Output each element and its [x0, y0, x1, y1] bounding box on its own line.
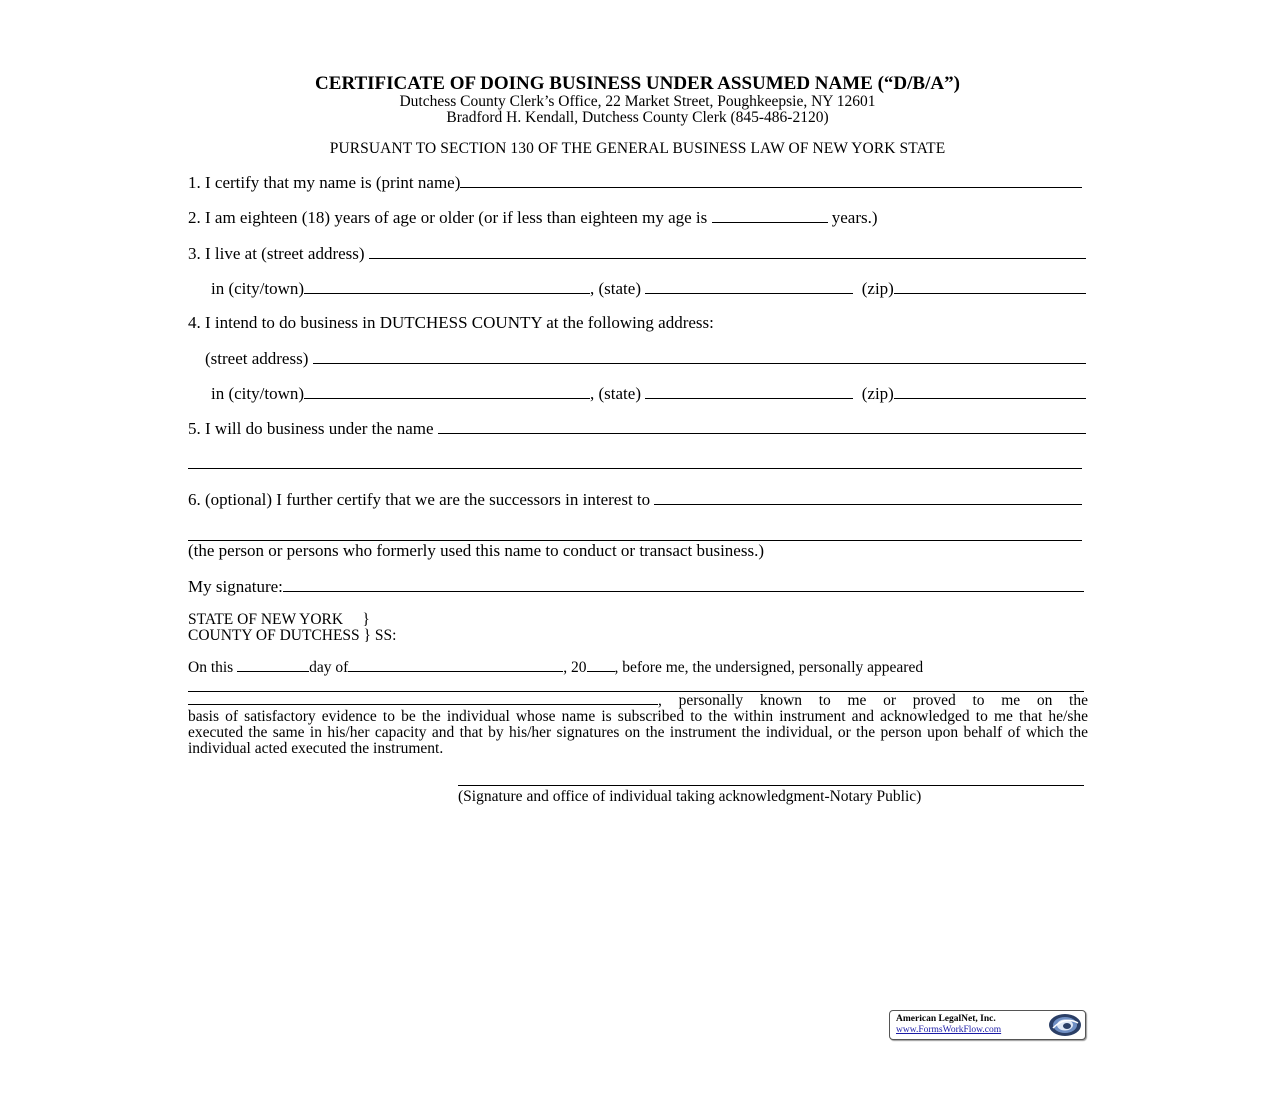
publisher-name: American LegalNet, Inc.	[896, 1014, 996, 1024]
residence-city-field[interactable]	[304, 278, 590, 294]
item-2-row	[188, 207, 1086, 228]
signature-label: My signature:	[188, 577, 283, 596]
personally-known-row	[188, 692, 1088, 709]
notary-year-field[interactable]	[587, 659, 615, 672]
item-6-note-row	[188, 541, 1086, 561]
print-name-field[interactable]	[460, 172, 1082, 188]
item-3-label: 3. I live at (street address)	[188, 244, 369, 263]
notary-month-field[interactable]	[348, 659, 563, 672]
pursuant-heading: PURSUANT TO SECTION 130 OF THE GENERAL BUSINESS LAW OF NEW YORK STATE	[329, 140, 946, 157]
notary-date-row	[188, 659, 1088, 676]
business-name-field[interactable]	[438, 418, 1086, 434]
appeared-name-field-continued[interactable]	[188, 692, 658, 705]
business-city-row	[211, 383, 1086, 404]
venue-state: STATE OF NEW YORK }	[188, 611, 370, 628]
office-address: Dutchess County Clerk’s Office, 22 Market Street, Poughkeepsie, NY 12601	[399, 93, 876, 110]
clerk-contact: Bradford H. Kendall, Dutchess County Clerk (845-486-2120)	[446, 109, 829, 126]
residence-zip-field[interactable]	[894, 278, 1086, 294]
day-of-label: day of	[309, 659, 349, 676]
notary-body-text: basis of satisfactory evidence to be the individual whose name is subscribed to the within instrument and acknowledged to me that he/she executed the same in his/her capacity and that by his/her signatures on the instrument the individual, or the person upon behalf of which the individual acted executed the instrument.	[188, 708, 1088, 757]
item-6-row	[188, 489, 1086, 510]
signature-field[interactable]	[283, 576, 1084, 592]
before-me-text: , before me, the undersigned, personally appeared	[614, 659, 924, 676]
on-this-label: On this	[188, 659, 238, 676]
residence-street-field[interactable]	[369, 243, 1086, 259]
business-street-field[interactable]	[313, 348, 1086, 364]
city-town-label: in (city/town)	[211, 384, 305, 403]
item-1-row	[188, 172, 1086, 193]
notary-acknowledgment	[188, 659, 1088, 757]
item-2-suffix: years.)	[827, 208, 878, 227]
business-street-row	[205, 348, 1086, 369]
item-6-label: 6. (optional) I further certify that we are the successors in interest to	[188, 490, 655, 509]
item-4-label: 4. I intend to do business in DUTCHESS COUNTY at the following address:	[188, 313, 714, 332]
age-field[interactable]	[712, 207, 828, 223]
notary-day-field[interactable]	[237, 659, 309, 672]
document-title: CERTIFICATE OF DOING BUSINESS UNDER ASSUMED NAME (“D/B/A”)	[315, 73, 960, 94]
venue-county: COUNTY OF DUTCHESS } SS:	[188, 627, 397, 644]
zip-label: (zip)	[853, 279, 894, 298]
zip-label: (zip)	[853, 384, 894, 403]
item-1-label: 1. I certify that my name is (print name)	[188, 173, 461, 192]
residence-state-field[interactable]	[645, 278, 853, 294]
globe-icon	[1047, 1012, 1083, 1038]
personally-known-text: , personally known to me or proved to me on the	[658, 692, 1088, 709]
residence-city-row	[211, 278, 1086, 299]
business-zip-field[interactable]	[894, 383, 1086, 399]
signature-row	[188, 576, 1086, 597]
state-label: , (state)	[590, 384, 646, 403]
item-4-row	[188, 313, 1086, 333]
successor-field[interactable]	[654, 489, 1082, 505]
publisher-url[interactable]: www.FormsWorkFlow.com	[896, 1025, 1002, 1035]
item-3-row	[188, 243, 1086, 264]
publisher-logo[interactable]	[889, 1010, 1086, 1040]
item-5-label: 5. I will do business under the name	[188, 419, 438, 438]
notary-signature-field[interactable]	[458, 785, 1084, 786]
city-town-label: in (city/town)	[211, 279, 305, 298]
notary-signature-caption: (Signature and office of individual taking acknowledgment-Notary Public)	[458, 788, 922, 805]
street-address-label: (street address)	[205, 349, 313, 368]
item-5-row	[188, 418, 1086, 439]
appeared-name-field[interactable]	[188, 676, 1084, 692]
year-prefix-label: , 20	[563, 659, 587, 676]
business-name-field-continued[interactable]	[188, 468, 1082, 469]
item-6-note: (the person or persons who formerly used this name to conduct or transact business.)	[188, 541, 764, 560]
state-label: , (state)	[590, 279, 646, 298]
business-city-field[interactable]	[304, 383, 590, 399]
business-state-field[interactable]	[645, 383, 853, 399]
item-2-label: 2. I am eighteen (18) years of age or older (or if less than eighteen my age is	[188, 208, 712, 227]
